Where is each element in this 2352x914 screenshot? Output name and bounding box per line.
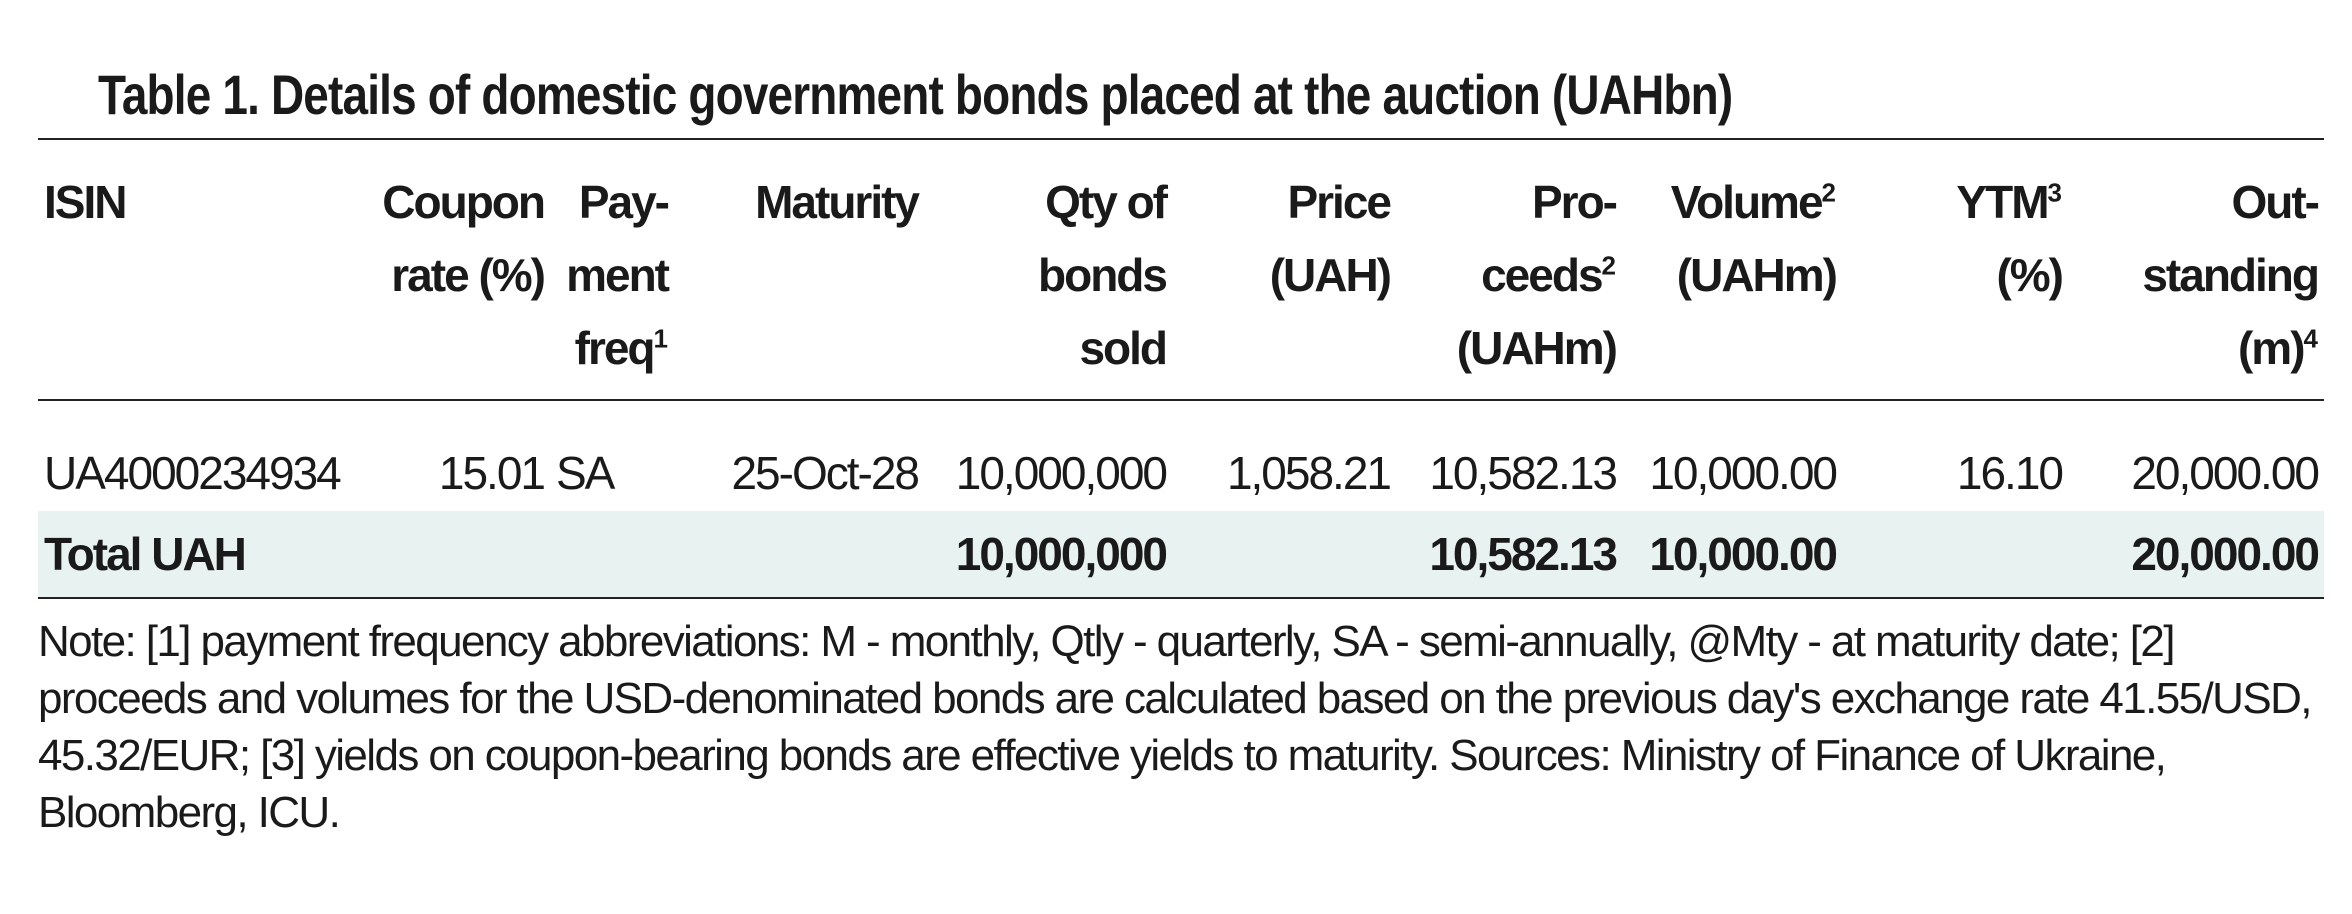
total-price-empty	[1172, 511, 1396, 598]
header-proceeds-line1: Pro-	[1532, 176, 1616, 228]
cell-outstanding: 20,000.00	[2131, 447, 2318, 499]
header-coupon-line2: rate (%)	[391, 249, 544, 301]
header-ytm-line2: (%)	[1996, 249, 2062, 301]
header-maturity	[674, 140, 924, 400]
table-header	[38, 140, 2324, 400]
table-note: Note: [1] payment frequency abbreviations: M - monthly, Qtly - quarterly, SA - semi-annually, @Mty - at maturity date; [2] proceeds and volumes for the USD-denominated bonds are calculated based on the previous day's exchange rate 41.55/USD, 45.32/EUR; [3] yields on coupon-bearing bonds are effective yields to maturity. Sources: Ministry of Finance of Ukraine, Bloomberg, ICU.	[38, 617, 2311, 837]
header-price	[1172, 140, 1396, 400]
footnote-marker: 3	[2047, 177, 2062, 208]
cell-qty-sold: 10,000,000	[955, 447, 1166, 499]
header-qty-line2: bonds	[1038, 249, 1166, 301]
header-qty-line3: sold	[1079, 322, 1166, 374]
header-outstanding-line2: standing	[2142, 249, 2318, 301]
header-coupon-rate	[350, 140, 550, 400]
header-volume-line2: (UAHm)	[1676, 249, 1836, 301]
header-volume	[1622, 140, 1842, 400]
header-payment-line2: ment	[566, 249, 668, 301]
footnote-marker: 2	[1821, 177, 1836, 208]
header-proceeds-line2: ceeds	[1481, 249, 1602, 301]
cell-payment-freq: SA	[556, 447, 614, 499]
cell-proceeds: 10,582.13	[1429, 447, 1616, 499]
header-ytm	[1842, 140, 2068, 400]
total-proceeds: 10,582.13	[1396, 511, 1622, 598]
header-payment-freq	[550, 140, 674, 400]
header-qty-sold	[924, 140, 1172, 400]
table-body	[38, 400, 2324, 598]
footnote-marker: 1	[653, 323, 668, 354]
header-payment-line3: freq	[574, 322, 654, 374]
total-outstanding: 20,000.00	[2068, 511, 2324, 598]
table-row	[38, 400, 2324, 511]
header-isin-label: ISIN	[44, 176, 126, 228]
cell-price: 1,058.21	[1226, 447, 1390, 499]
bonds-table	[38, 140, 2324, 599]
total-row	[38, 511, 2324, 598]
cell-ytm: 16.10	[1956, 447, 2062, 499]
header-proceeds	[1396, 140, 1622, 400]
header-price-line1: Price	[1287, 176, 1390, 228]
header-outstanding-line1: Out-	[2231, 176, 2318, 228]
footnote-marker: 2	[1601, 250, 1616, 281]
total-label: Total UAH	[38, 511, 674, 598]
header-payment-line1: Pay-	[578, 176, 668, 228]
header-volume-line1: Volume	[1670, 176, 1822, 228]
total-ytm-empty	[1842, 511, 2068, 598]
header-isin	[38, 140, 350, 400]
header-price-line2: (UAH)	[1269, 249, 1390, 301]
header-outstanding-line3: (m)	[2237, 322, 2304, 374]
table-title: Table 1. Details of domestic government bonds placed at the auction (UAHbn)	[98, 63, 1733, 126]
document	[38, 52, 2324, 841]
header-coupon-line1: Coupon	[382, 176, 544, 228]
cell-volume: 10,000.00	[1649, 447, 1836, 499]
cell-coupon-rate: 15.01	[438, 447, 544, 499]
header-proceeds-line3: (UAHm)	[1456, 322, 1616, 374]
total-qty-sold: 10,000,000	[924, 511, 1172, 598]
header-maturity-label: Maturity	[755, 176, 918, 228]
cell-isin: UA4000234934	[44, 447, 340, 499]
total-maturity-empty	[674, 511, 924, 598]
header-outstanding	[2068, 140, 2324, 400]
footnote-marker: 4	[2303, 323, 2318, 354]
cell-maturity: 25-Oct-28	[731, 447, 918, 499]
total-volume: 10,000.00	[1622, 511, 1842, 598]
header-ytm-line1: YTM	[1956, 176, 2048, 228]
header-qty-line1: Qty of	[1045, 176, 1166, 228]
